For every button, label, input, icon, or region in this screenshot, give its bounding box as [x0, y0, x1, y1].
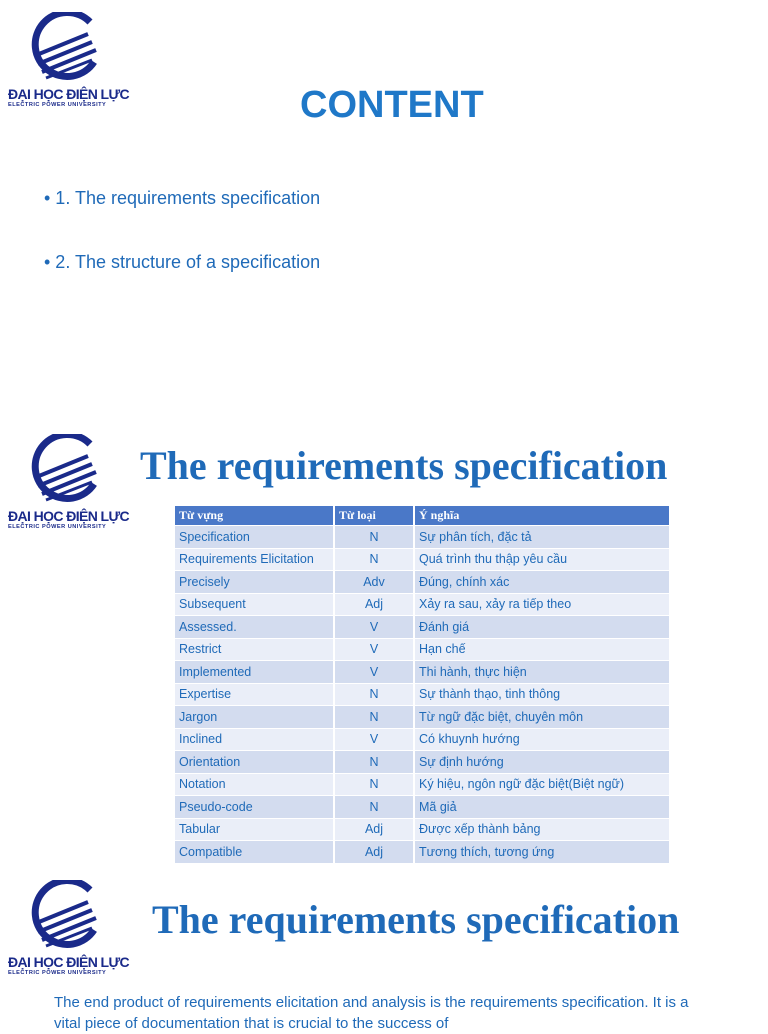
logo-subtitle: ELECTRIC POWER UNIVERSITY	[8, 524, 107, 530]
meaning-cell: Sự phân tích, đặc tả	[414, 526, 670, 549]
table-row	[175, 661, 670, 684]
term-cell: Subsequent	[175, 593, 334, 616]
table-row	[175, 571, 670, 594]
word-type-cell: N	[334, 773, 414, 796]
body-paragraph: The end product of requirements elicitation and analysis is the requirements specification. It is a vital piece of documentation that is crucial to the success of	[54, 994, 689, 1032]
term-cell: Specification	[175, 526, 334, 549]
word-type-cell: Adv	[334, 571, 414, 594]
bullet-item: • 1. The requirements specification	[44, 188, 321, 208]
term-cell: Compatible	[175, 841, 334, 863]
slide-title: The requirements specification	[152, 897, 680, 942]
term-cell: Inclined	[175, 728, 334, 751]
university-logo	[8, 12, 130, 108]
meaning-cell: Đúng, chính xác	[414, 571, 670, 594]
table-row	[175, 706, 670, 729]
term-cell: Expertise	[175, 683, 334, 706]
logo-name: ĐẠI HỌC ĐIỆN LỰC	[8, 954, 130, 970]
meaning-cell: Từ ngữ đặc biệt, chuyên môn	[414, 706, 670, 729]
word-type-cell: N	[334, 548, 414, 571]
meaning-cell: Xảy ra sau, xảy ra tiếp theo	[414, 593, 670, 616]
meaning-cell: Đánh giá	[414, 616, 670, 639]
word-type-cell: V	[334, 616, 414, 639]
word-type-cell: N	[334, 751, 414, 774]
table-header-row	[175, 506, 670, 526]
content-title: CONTENT	[300, 84, 484, 126]
table-row	[175, 751, 670, 774]
term-cell: Precisely	[175, 571, 334, 594]
word-type-cell: N	[334, 683, 414, 706]
university-logo	[8, 880, 130, 976]
term-cell: Orientation	[175, 751, 334, 774]
vocabulary-table	[175, 506, 671, 863]
slide-title: The requirements specification	[140, 443, 668, 488]
meaning-cell: Mã giả	[414, 796, 670, 819]
table-row	[175, 818, 670, 841]
meaning-cell: Sự định hướng	[414, 751, 670, 774]
term-cell: Pseudo-code	[175, 796, 334, 819]
meaning-cell: Quá trình thu thập yêu cầu	[414, 548, 670, 571]
word-type-cell: Adj	[334, 593, 414, 616]
logo-name: ĐẠI HỌC ĐIỆN LỰC	[8, 86, 130, 102]
meaning-cell: Có khuynh hướng	[414, 728, 670, 751]
logo-subtitle: ELECTRIC POWER UNIVERSITY	[8, 102, 107, 108]
column-header: Từ vựng	[175, 506, 334, 526]
word-type-cell: N	[334, 526, 414, 549]
table-row	[175, 683, 670, 706]
bullet-item: • 2. The structure of a specification	[44, 252, 321, 272]
table-row	[175, 616, 670, 639]
table-row	[175, 773, 670, 796]
meaning-cell: Được xếp thành bảng	[414, 818, 670, 841]
meaning-cell: Tương thích, tương ứng	[414, 841, 670, 863]
term-cell: Requirements Elicitation	[175, 548, 334, 571]
meaning-cell: Hạn chế	[414, 638, 670, 661]
term-cell: Tabular	[175, 818, 334, 841]
meaning-cell: Sự thành thạo, tinh thông	[414, 683, 670, 706]
word-type-cell: N	[334, 796, 414, 819]
term-cell: Restrict	[175, 638, 334, 661]
slide-content	[0, 0, 768, 300]
word-type-cell: N	[334, 706, 414, 729]
table-row	[175, 841, 670, 863]
table-row	[175, 526, 670, 549]
word-type-cell: V	[334, 728, 414, 751]
term-cell: Assessed.	[175, 616, 334, 639]
word-type-cell: Adj	[334, 818, 414, 841]
logo-emblem-icon	[28, 434, 104, 506]
logo-name: ĐẠI HỌC ĐIỆN LỰC	[8, 508, 130, 524]
table-row	[175, 593, 670, 616]
term-cell: Implemented	[175, 661, 334, 684]
word-type-cell: V	[334, 661, 414, 684]
meaning-cell: Thi hành, thực hiện	[414, 661, 670, 684]
table-row	[175, 796, 670, 819]
logo-emblem-icon	[28, 880, 104, 952]
logo-subtitle: ELECTRIC POWER UNIVERSITY	[8, 970, 107, 976]
table-row	[175, 548, 670, 571]
term-cell: Jargon	[175, 706, 334, 729]
table-row	[175, 728, 670, 751]
word-type-cell: Adj	[334, 841, 414, 863]
term-cell: Notation	[175, 773, 334, 796]
university-logo	[8, 434, 130, 530]
column-header: Ý nghĩa	[414, 506, 670, 526]
table-row	[175, 638, 670, 661]
logo-emblem-icon	[28, 12, 104, 84]
meaning-cell: Ký hiệu, ngôn ngữ đặc biệt(Biệt ngữ)	[414, 773, 670, 796]
column-header: Từ loại	[334, 506, 414, 526]
word-type-cell: V	[334, 638, 414, 661]
